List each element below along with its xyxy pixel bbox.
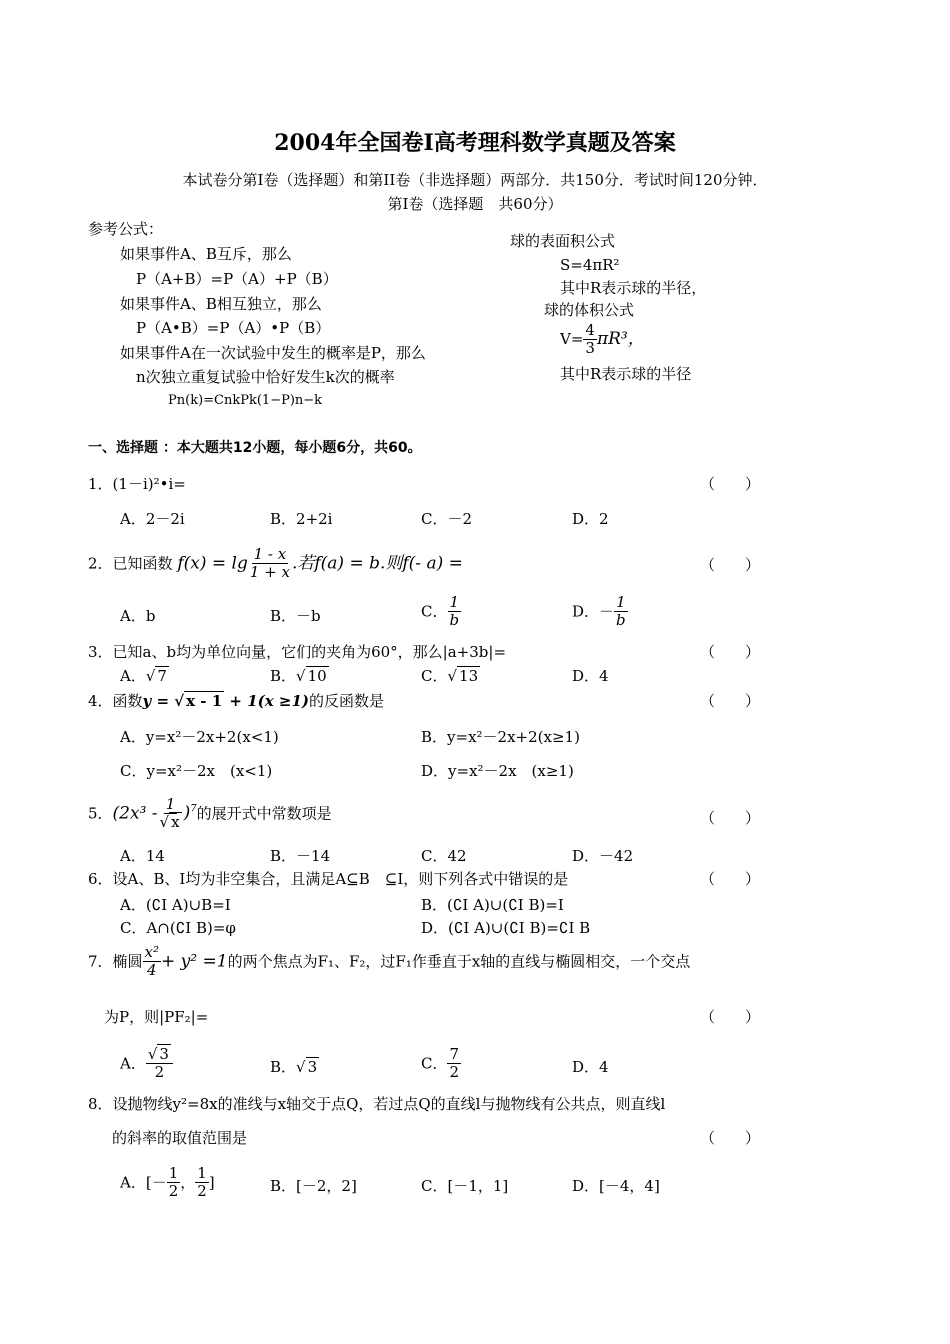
q7-option-d[interactable]: D．4 bbox=[572, 1058, 609, 1076]
q2-stem-prefix: 2．已知函数 bbox=[88, 554, 173, 573]
q3-stem: 3．已知a、b均为单位向量，它们的夹角为60°，那么|a+3b|= bbox=[88, 643, 507, 661]
q1-answer-paren[interactable]: （ ） bbox=[700, 475, 761, 493]
volume-prefix: V= bbox=[560, 329, 584, 348]
q1-option-a[interactable]: A．2－2i bbox=[120, 510, 185, 528]
q6-answer-paren[interactable]: （ ） bbox=[700, 870, 761, 888]
q7-stem-line2: 为P，则|PF₂|= bbox=[104, 1008, 209, 1026]
q2-option-a[interactable]: A．b bbox=[120, 607, 156, 625]
q1-stem: 1．(1－i)²•i= bbox=[88, 475, 186, 493]
section-heading: 一、选择题 ：本大题共12小题，每小题6分，共60。 bbox=[88, 440, 422, 456]
exam-intro: 本试卷分第I卷（选择题）和第II卷（非选择题）两部分．共150分．考试时间120分钟． bbox=[182, 171, 768, 189]
q5-stem: 5．(2x³ - $\frac{1}{√ x}$ )$^7$的展开式中常数项是 bbox=[88, 795, 332, 832]
q7-option-b[interactable]: B．√ 3 bbox=[270, 1058, 318, 1076]
four-thirds-fraction: $\frac{4}{3}$ bbox=[585, 321, 595, 358]
q2-option-c[interactable]: C． $\frac{1}{b}$ bbox=[421, 593, 460, 630]
q8-option-a[interactable]: A．[－ $\frac{1}{2}$ ， $\frac{1}{2}$ ] bbox=[120, 1164, 215, 1201]
formula-7: Pn(k)=CnkPk(1−P)n−k bbox=[168, 393, 323, 408]
q3-option-c[interactable]: C．√ 13 bbox=[421, 667, 479, 685]
q6-option-b[interactable]: B．(∁I A)∪(∁I B)=I bbox=[421, 896, 564, 914]
q4-answer-paren[interactable]: （ ） bbox=[700, 692, 761, 710]
q6-option-d[interactable]: D．(∁I A)∪(∁I B)=∁I B bbox=[421, 919, 591, 937]
q5-option-c[interactable]: C．42 bbox=[421, 847, 467, 865]
q3-option-a[interactable]: A．√ 7 bbox=[120, 667, 167, 685]
q5-option-b[interactable]: B．－14 bbox=[270, 847, 331, 865]
q2-option-d[interactable]: D．－ $\frac{1}{b}$ bbox=[572, 593, 626, 630]
sphere-area-label: 球的表面积公式 bbox=[510, 232, 616, 250]
q5-option-d[interactable]: D．－42 bbox=[572, 847, 634, 865]
q6-option-c[interactable]: C．A∩(∁I B)=φ bbox=[120, 919, 236, 937]
formula-2: P（A+B）=P（A）+P（B） bbox=[136, 270, 338, 288]
q8-option-b[interactable]: B．[－2，2] bbox=[270, 1177, 357, 1195]
q3-answer-paren[interactable]: （ ） bbox=[700, 643, 761, 661]
q5-answer-paren[interactable]: （ ） bbox=[700, 809, 761, 827]
q8-option-d[interactable]: D．[－4，4] bbox=[572, 1177, 660, 1195]
q4-option-d[interactable]: D．y=x²－2x (x≥1) bbox=[421, 762, 574, 780]
sphere-area-formula: S=4πR² bbox=[560, 256, 620, 274]
q2-stem-suffix: .若f(a) = b.则f(- a) = bbox=[291, 553, 463, 574]
q2-answer-paren[interactable]: （ ） bbox=[700, 556, 761, 574]
q7-option-c[interactable]: C． $\frac{7}{2}$ bbox=[421, 1045, 460, 1082]
formula-label: 参考公式： bbox=[88, 220, 164, 238]
sphere-volume-formula bbox=[560, 322, 645, 358]
formula-4: P（A•B）=P（A）•P（B） bbox=[136, 319, 331, 337]
q2-stem bbox=[88, 546, 463, 582]
q2-stem-function: f(x) = lg bbox=[177, 553, 248, 574]
formula-1: 如果事件A、B互斥，那么 bbox=[120, 245, 292, 263]
radius-note-2: 其中R表示球的半径 bbox=[560, 365, 692, 383]
q6-stem: 6．设A、B、I均为非空集合，且满足A⊆B ⊆I，则下列各式中错误的是 bbox=[88, 870, 569, 888]
page-title: 2004年全国卷I高考理科数学真题及答案 bbox=[274, 130, 676, 156]
q3-option-b[interactable]: B．√ 10 bbox=[270, 667, 327, 685]
q6-option-a[interactable]: A．(∁I A)∪B=I bbox=[120, 896, 231, 914]
sphere-volume-label: 球的体积公式 bbox=[544, 301, 635, 319]
q1-option-c[interactable]: C．－2 bbox=[421, 510, 473, 528]
volume-suffix: πR³， bbox=[596, 328, 645, 349]
formula-3: 如果事件A、B相互独立，那么 bbox=[120, 295, 322, 313]
formula-5: 如果事件A在一次试验中发生的概率是P，那么 bbox=[120, 344, 426, 362]
q8-stem-line2: 的斜率的取值范围是 bbox=[112, 1129, 248, 1147]
q3-option-d[interactable]: D．4 bbox=[572, 667, 609, 685]
q4-option-a[interactable]: A．y=x²－2x+2(x<1) bbox=[120, 728, 279, 746]
part1-header: 第I卷（选择题 共60分） bbox=[387, 195, 563, 213]
q7-stem: 7．椭圆 $\frac{\text{x²}}{4}$ + y² =1的两个焦点为F₁、F₂，过F₁作垂直于x轴的直线与椭圆相交，一个交点 bbox=[88, 943, 691, 980]
q4-option-c[interactable]: C．y=x²－2x (x<1) bbox=[120, 762, 273, 780]
q5-option-a[interactable]: A．14 bbox=[120, 847, 165, 865]
formula-6: n次独立重复试验中恰好发生k次的概率 bbox=[136, 368, 395, 386]
q4-stem: 4．函数y = √ x - 1 + 1(x ≥1)的反函数是 bbox=[88, 692, 385, 710]
q2-fraction: $\frac{1 - x}{1 + x}$ bbox=[249, 545, 290, 582]
q8-stem: 8．设抛物线y²=8x的准线与x轴交于点Q，若过点Q的直线l与抛物线有公共点，则直线l bbox=[88, 1095, 666, 1113]
q1-option-b[interactable]: B．2+2i bbox=[270, 510, 333, 528]
q2-option-b[interactable]: B．－b bbox=[270, 607, 321, 625]
q8-answer-paren[interactable]: （ ） bbox=[700, 1129, 761, 1147]
q4-option-b[interactable]: B．y=x²－2x+2(x≥1) bbox=[421, 728, 580, 746]
radius-note-1: 其中R表示球的半径， bbox=[560, 279, 707, 297]
q7-answer-paren[interactable]: （ ） bbox=[700, 1008, 761, 1026]
q1-option-d[interactable]: D．2 bbox=[572, 510, 609, 528]
q7-option-a[interactable]: A． $\frac{√ 3}{2}$ bbox=[120, 1046, 173, 1082]
q8-option-c[interactable]: C．[－1，1] bbox=[421, 1177, 509, 1195]
